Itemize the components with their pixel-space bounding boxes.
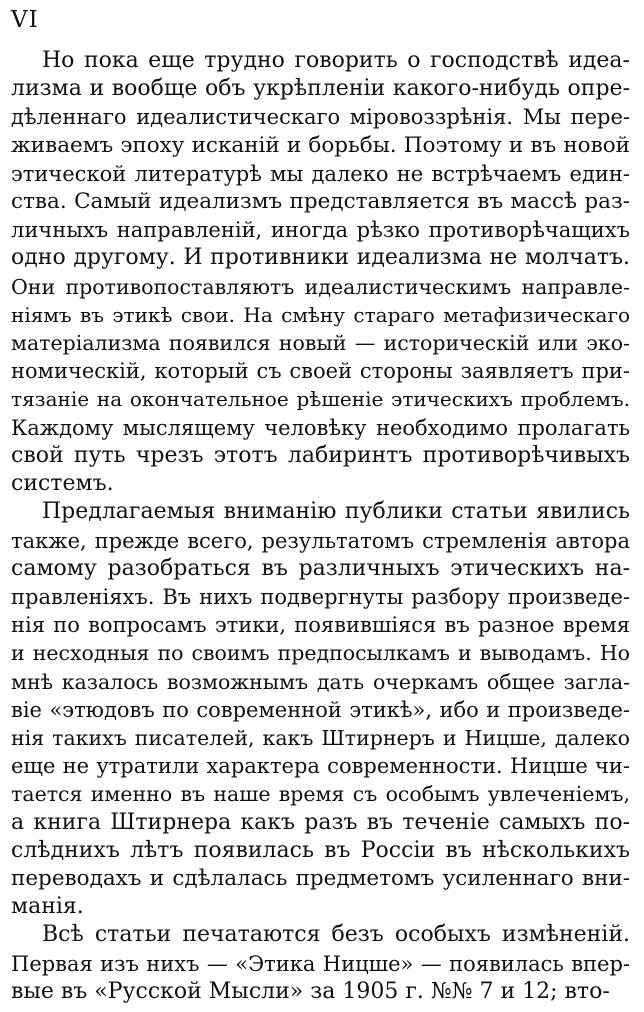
text-line: Всѣ статьи печатаются безъ особыхъ измѣненій.: [42, 922, 630, 948]
text-line: матеріализма появился новый — историческій или эко-: [11, 331, 630, 356]
text-line: а книга Штирнера какъ разъ въ теченіе самыхъ по-: [11, 809, 630, 835]
text-line: номическій, который съ своей стороны заявляетъ при-: [11, 359, 630, 384]
text-line: и несходныя по своимъ предпосылкамъ и выводамъ. Но: [11, 641, 630, 666]
text-line: Каждому мыслящему человѣку необходимо пролагать: [11, 415, 630, 440]
text-line: нія такихъ писателей, какъ Штирнеръ и Ницше, далеко: [11, 725, 630, 750]
text-line: самому разобраться въ различныхъ этическихъ на-: [11, 555, 630, 581]
text-line: свой путь чрезъ этотъ лабиринтъ противорѣчивыхъ: [11, 442, 630, 468]
text-line: вые въ «Русской Мысли» за 1905 г. №№ 7 и 12; вто-: [11, 978, 610, 1004]
text-line: этической литературѣ мы далеко не встрѣчаемъ един-: [11, 161, 630, 186]
text-line: ніямъ въ этикѣ свои. На смѣну стараго метафизическаго: [11, 302, 630, 327]
text-line: системъ.: [11, 471, 114, 497]
text-line: дѣленнаго идеалистическаго міровоззрѣнія. Мы пере-: [11, 105, 630, 130]
text-line: нія по вопросамъ этики, появившіяся въ разное время: [11, 613, 630, 638]
text-line: тается именно въ наше время съ особымъ увлеченіемъ,: [11, 782, 630, 807]
text-line: Но пока еще трудно говорить о господствѣ идеа-: [42, 48, 630, 73]
text-line: слѣднихъ лѣтъ появилась въ Россіи въ нѣсколькихъ: [11, 837, 630, 863]
text-line: ства. Самый идеализмъ представляется въ массѣ раз-: [11, 189, 630, 215]
page-number: VI: [11, 7, 39, 33]
text-line: переводахъ и сдѣлалась предметомъ усиленнаго вни-: [11, 865, 630, 891]
text-line: мнѣ казалось возможнымъ дать очеркамъ общее заглa-: [11, 669, 630, 694]
text-line: еще не утратили характера современности. Ницше чи-: [11, 754, 630, 779]
text-line: тязаніе на окончательное рѣшеніе этическихъ проблемъ.: [11, 387, 630, 412]
text-line: Первая изъ нихъ — «Этика Ницше» — появилась впер-: [11, 951, 630, 976]
text-line: живаемъ эпоху исканій и борьбы. Поэтому и въ новой: [11, 132, 630, 158]
text-line: віе «этюдовъ по современной этикѣ», ибо и произведе-: [11, 697, 630, 722]
text-line: Предлагаемыя вниманію публики статьи явились: [42, 499, 630, 525]
text-line: лизма и вообще объ укрѣпленіи какого-нибудь опре-: [11, 76, 630, 102]
text-line: манія.: [11, 894, 84, 920]
text-line: правленіяхъ. Въ нихъ подвергнуты разбору произведе-: [11, 584, 630, 609]
text-line: одно другому. И противники идеализма не молчатъ.: [11, 245, 630, 271]
text-line: личныхъ направленій, иногда рѣзко противорѣчащихъ: [11, 218, 630, 243]
text-line: также, прежде всего, результатомъ стремленія автора: [11, 528, 630, 553]
text-line: Они противопоставляютъ идеалистическимъ направле-: [11, 274, 630, 299]
